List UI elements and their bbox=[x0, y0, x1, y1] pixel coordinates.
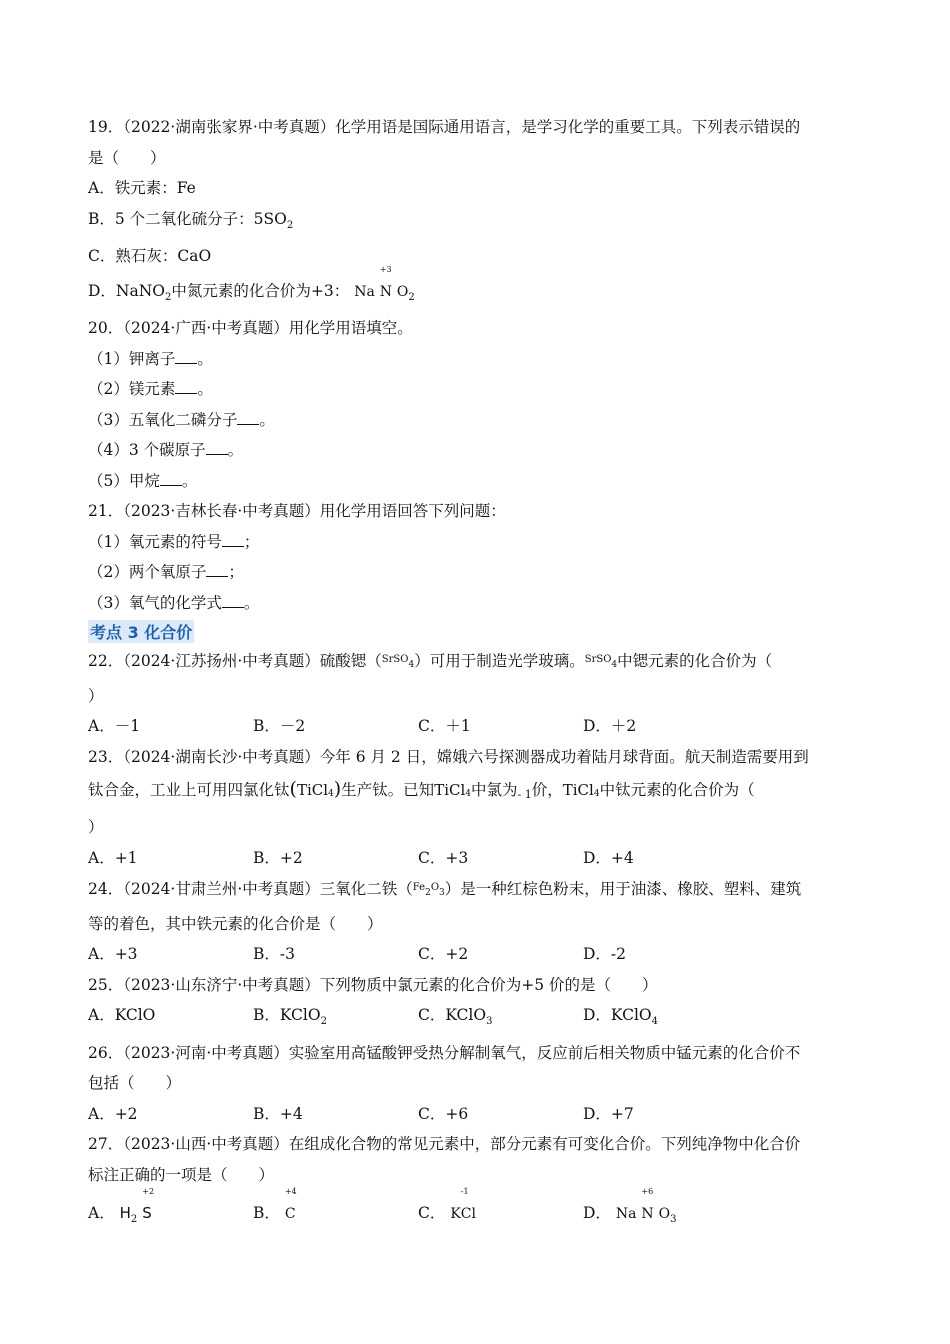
q23-option-d: D．+4 bbox=[583, 848, 634, 867]
q25-option-c: C．KClO$_3$ bbox=[418, 1006, 493, 1028]
q23-stem: 23．（2024·湖南长沙·中考真题）今年 6 月 2 日，嫦娥六号探测器成功着陆月球背面。航天制造需要用到 bbox=[88, 747, 809, 766]
valence-mark: -1 Cl bbox=[460, 1187, 476, 1223]
valence-mark: +3 N bbox=[379, 264, 392, 300]
q23-options bbox=[88, 843, 863, 874]
q24-option-a: A．+3 bbox=[88, 945, 138, 964]
q26-option-d: D．+7 bbox=[583, 1104, 634, 1123]
q22-stem: 22．（2024·江苏扬州·中考真题）硫酸锶（$^{SrSO}$4）可用于制造光学玻璃。$^{SrSO}$4中锶元素的化合价为（ bbox=[88, 652, 773, 671]
q22-option-b: B．－2 bbox=[253, 717, 306, 736]
q27-option-a: A． $H_2$ +2 S bbox=[88, 1198, 253, 1236]
q21-item-3: （3）氧气的化学式 。 bbox=[88, 593, 260, 612]
q23-stem-end: ） bbox=[88, 818, 104, 837]
valence-mark: +6 N bbox=[641, 1187, 654, 1223]
q21-stem: 21．（2023·吉林长春·中考真题）用化学用语回答下列问题： bbox=[88, 502, 506, 521]
q19-option-a: A．铁元素：Fe bbox=[88, 179, 196, 197]
q25-option-d: D．KClO$_4$ bbox=[583, 1006, 658, 1028]
q19-option-b: B．5 个二氧化硫分子：$5SO_2$ bbox=[88, 209, 294, 231]
answer-blank bbox=[237, 410, 259, 425]
q25-option-b: B．KClO$_2$ bbox=[253, 1006, 327, 1028]
answer-blank bbox=[160, 471, 182, 486]
q25-stem: 25．（2023·山东济宁·中考真题）下列物质中氯元素的化合价为+5 价的是（ ） bbox=[88, 975, 658, 994]
q23-option-a: A．+1 bbox=[88, 848, 138, 867]
q26-option-a: A．+2 bbox=[88, 1104, 138, 1123]
q19-option-c: C．熟石灰：CaO bbox=[88, 247, 212, 266]
q27-option-b: B． +4 C bbox=[253, 1198, 418, 1236]
answer-blank bbox=[222, 593, 244, 608]
q19-stem: 19．（2022·湖南张家界·中考真题）化学用语是国际通用语言，是学习化学的重要工具。下列表示错误的 bbox=[88, 118, 801, 136]
q20-item-4: （4）3 个碳原子 。 bbox=[88, 441, 244, 460]
q21-item-2: （2）两个氧原子 ； bbox=[88, 563, 244, 582]
q26-option-b: B．+4 bbox=[253, 1104, 303, 1123]
q22-options bbox=[88, 711, 863, 742]
q20-item-5: （5）甲烷 。 bbox=[88, 471, 198, 490]
answer-blank bbox=[175, 349, 197, 364]
q23-option-c: C．+3 bbox=[418, 848, 469, 867]
q26-stem-cont: 包括（ ） bbox=[88, 1074, 182, 1093]
q24-option-d: D．-2 bbox=[583, 945, 627, 964]
q19-stem-cont: 是（ ） bbox=[88, 148, 166, 167]
q27-stem: 27．（2023·山西·中考真题）在组成化合物的常见元素中，部分元素有可变化合价。下列纯净物中化合价 bbox=[88, 1135, 801, 1154]
document-page bbox=[88, 112, 863, 1236]
valence-mark: +2 S bbox=[142, 1187, 155, 1223]
q22-option-d: D．＋2 bbox=[583, 717, 637, 736]
q20-item-3: （3）五氧化二磷分子 。 bbox=[88, 410, 275, 429]
answer-blank bbox=[222, 532, 244, 547]
q27-options bbox=[88, 1187, 863, 1236]
q20-stem: 20．（2024·广西·中考真题）用化学用语填空。 bbox=[88, 319, 413, 338]
valence-mark: +4 C bbox=[284, 1187, 297, 1223]
q19-option-d: D．NaNO$_2$中氮元素的化合价为+3： Na +3 N $O_2$ bbox=[88, 276, 863, 314]
q27-option-c: C． K -1 Cl bbox=[418, 1198, 583, 1236]
q24-options bbox=[88, 939, 863, 970]
answer-blank bbox=[206, 440, 228, 455]
q22-option-a: A．－1 bbox=[88, 717, 141, 736]
q23-option-b: B．+2 bbox=[253, 848, 303, 867]
q22-option-c: C．＋1 bbox=[418, 717, 471, 736]
q27-stem-cont: 标注正确的一项是（ ） bbox=[88, 1165, 275, 1184]
q26-option-c: C．+6 bbox=[418, 1104, 469, 1123]
q27-option-d: D． Na +6 N $O_3$ bbox=[583, 1198, 748, 1236]
section-heading: 考点 3 化合价 bbox=[88, 620, 194, 643]
q24-stem-cont: 等的着色，其中铁元素的化合价是（ ） bbox=[88, 914, 383, 933]
q23-stem-cont: 钛合金，工业上可用四氯化钛(TiCl4)生产钛。已知TiCl4中氯为- 1价，TiCl4中钛元素的化合价为（ bbox=[88, 778, 755, 802]
q25-option-a: A．KClO bbox=[88, 1006, 156, 1025]
q24-option-b: B．-3 bbox=[253, 945, 295, 964]
q24-stem: 24．（2024·甘肃兰州·中考真题）三氧化二铁$(^{Fe}2^O3)$是一种红棕色粉末，用于油漆、橡胶、塑料、建筑 bbox=[88, 880, 802, 899]
q24-option-c: C．+2 bbox=[418, 945, 469, 964]
q22-stem-cont: ） bbox=[88, 686, 104, 705]
q26-stem: 26．（2023·河南·中考真题）实验室用高锰酸钾受热分解制氧气，反应前后相关物质中锰元素的化合价不 bbox=[88, 1043, 801, 1062]
answer-blank bbox=[175, 379, 197, 394]
q21-item-1: （1）氧元素的符号 ； bbox=[88, 532, 260, 551]
q26-options bbox=[88, 1099, 863, 1130]
answer-blank bbox=[206, 562, 228, 577]
q20-item-1: （1）钾离子 。 bbox=[88, 349, 213, 368]
q20-item-2: （2）镁元素 。 bbox=[88, 380, 213, 399]
q25-options bbox=[88, 1000, 863, 1038]
